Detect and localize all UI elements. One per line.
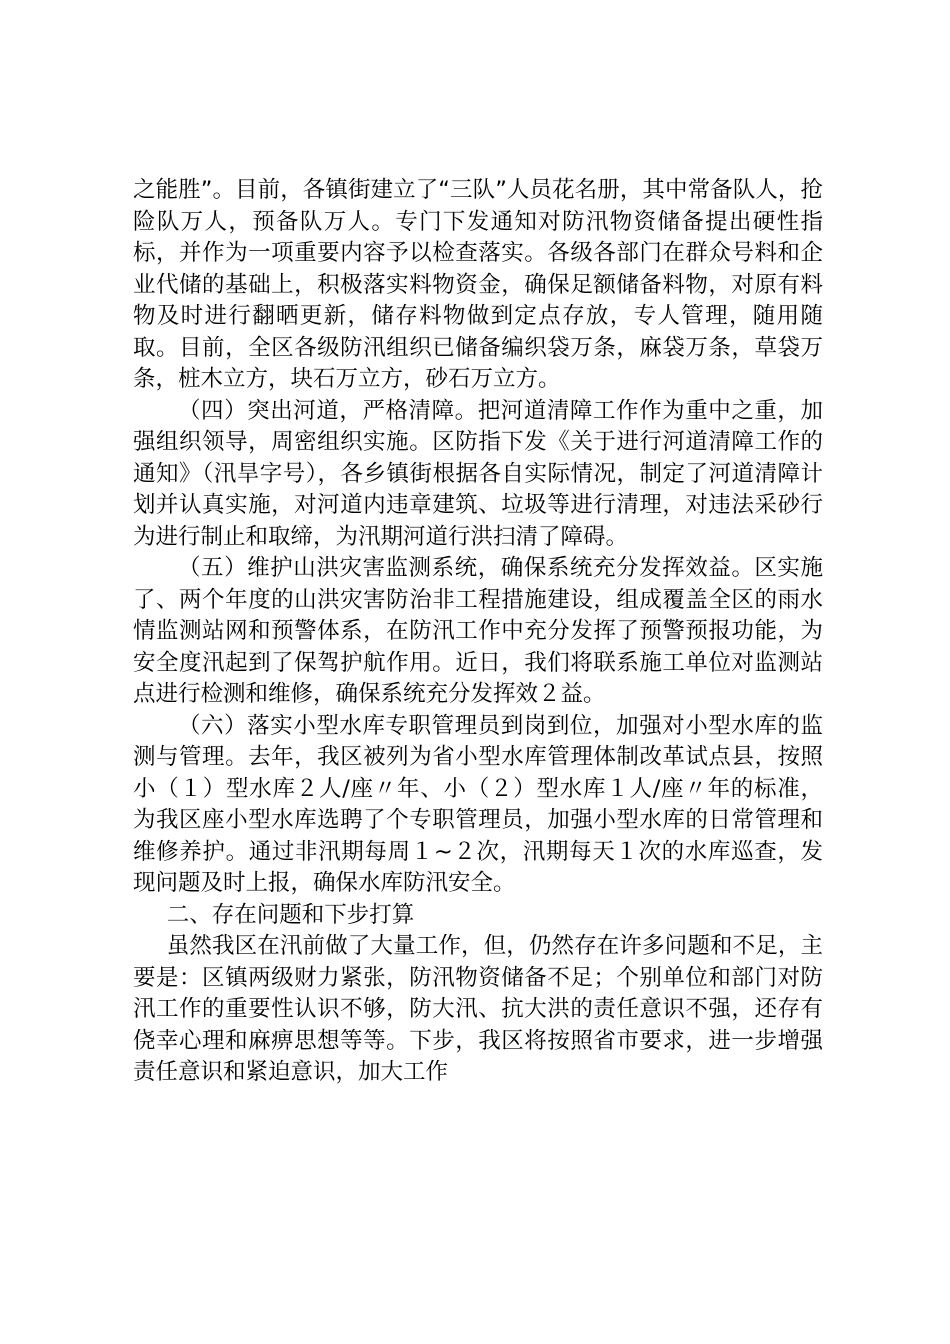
document-body	[133, 175, 823, 1089]
section-heading-problems: 二、存在问题和下步打算	[166, 901, 415, 928]
paragraph-section-5: （五）维护山洪灾害监测系统，确保系统充分发挥效益。区实施了、两个年度的山洪灾害防治非工程措施建设，组成覆盖全区的雨水情监测站网和预警体系，在防汛工作中充分发挥了预警预报功能，为安全度汛起到了保驾护航作用。近日，我们将联系施工单位对监测站点进行检测和维修，确保系统充分发挥效２益。	[133, 555, 823, 707]
paragraph-problems: 虽然我区在汛前做了大量工作，但，仍然存在许多问题和不足，主要是：区镇两级财力紧张，防汛物资储备不足；个别单位和部门对防汛工作的重要性认识不够，防大汛、抗大洪的责任意识不强，还存有侥幸心理和麻痹思想等等。下步，我区将按照省市要求，进一步增强责任意识和紧迫意识，加大工作	[133, 933, 823, 1085]
paragraph-section-6: （六）落实小型水库专职管理员到岗到位，加强对小型水库的监测与管理。去年，我区被列为省小型水库管理体制改革试点县，按照小（１）型水库２人/座〃年、小（２）型水库１人/座〃年的标准，为我区座小型水库选聘了个专职管理员，加强小型水库的日常管理和维修养护。通过非汛期每周１~２次，汛期每天１次的水库巡查，发现问题及时上报，确保水库防汛安全。	[133, 712, 823, 896]
paragraph-continuation: 之能胜”。目前，各镇街建立了“三队”人员花名册，其中常备队人，抢险队万人，预备队万人。专门下发通知对防汛物资储备提出硬性指标，并作为一项重要内容予以检查落实。各级各部门在群众号料和企业代储的基础上，积极落实料物资金，确保足额储备料物，对原有料物及时进行翻晒更新，储存料物做到定点存放，专人管理，随用随取。目前，全区各级防汛组织已储备编织袋万条，麻袋万条，草袋万条，桩木立方，块石万立方，砂石万立方。	[133, 177, 823, 392]
paragraph-section-4: （四）突出河道，严格清障。把河道清障工作作为重中之重，加强组织领导，周密组织实施。区防指下发《关于进行河道清障工作的通知》（汛旱字号），各乡镇街根据各自实际情况，制定了河道清障计划并认真实施，对河道内违章建筑、垃圾等进行清理，对违法采砂行为进行制止和取缔，为汛期河道行洪扫清了障碍。	[133, 397, 823, 550]
